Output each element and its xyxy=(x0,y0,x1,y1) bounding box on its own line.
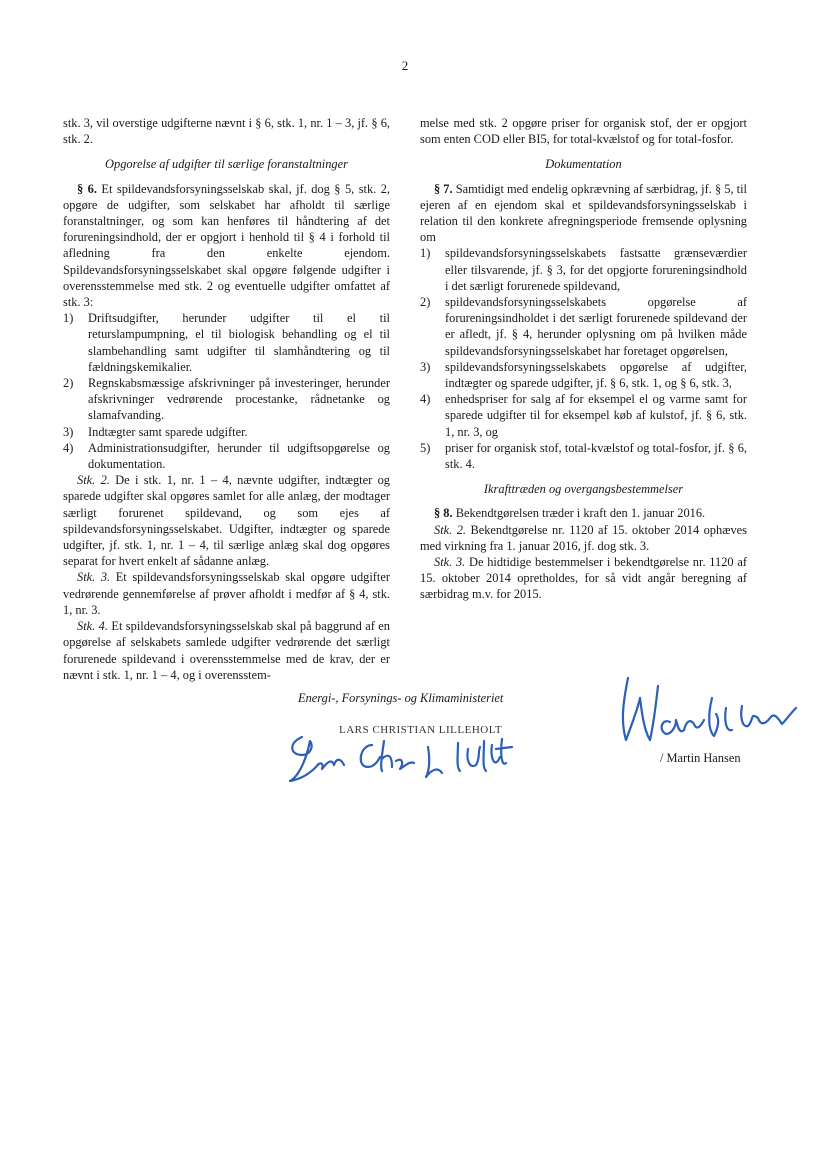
subsection-label: Stk. 2. xyxy=(434,522,466,537)
section-label: § 8. xyxy=(434,506,453,521)
list-number: 2) xyxy=(63,376,74,391)
section-label: § 6. xyxy=(77,181,97,196)
list-text: spildevandsforsyningsselskabets opgørelse af udgifter, indtægter og sparede udgifter, jf. § 6, stk. 1, og § 6, stk. 3, xyxy=(445,359,747,391)
paragraph-text: De i stk. 1, nr. 1 – 4, nævnte udgifter, indtægter og sparede udgifter skal opgøres samlet for alle anlæg, der modtager særligt forurenet spildevand, og som ejes af spildevandsforsyningsselskabet. Udgifter, indtægter og sparede udgifter, jf. stk. 1, nr. 1 – 4, til særlige anlæg skal dog opgøres separat for hvert enkelt af sådanne anlæg. xyxy=(63,473,390,569)
list-item xyxy=(63,440,390,472)
list-item xyxy=(420,294,747,359)
list-text: spildevandsforsyningsselskabets fastsatte grænseværdier eller tilsvarende, jf. § 3, for det opgjorte forureningsindhold i det særligt forurenede spildevand, xyxy=(445,246,747,293)
list-item xyxy=(63,310,390,375)
section-heading: Dokumentation xyxy=(545,157,622,172)
documentation-list xyxy=(420,245,747,472)
page-number: 2 xyxy=(401,58,409,73)
list-text: priser for organisk stof, total-kvælstof og total-fosfor, jf. § 6, stk. 4. xyxy=(445,440,747,472)
list-item xyxy=(63,424,390,440)
list-text: Regnskabsmæssige afskrivninger på investeringer, herunder afskrivninger vedrørende procestanke, rådnetanke og slamafvanding. xyxy=(88,376,390,423)
list-text: Driftsudgifter, herunder udgifter til el til returslampumpning, el til biologisk behandling og el til slambehandling samt udgifter til slamhåndtering og til fældningskemikalier. xyxy=(88,311,390,374)
section-label: § 7. xyxy=(434,181,453,196)
paragraph-6 xyxy=(63,181,390,311)
subsection-label: Stk. 3. xyxy=(434,555,466,570)
list-text: spildevandsforsyningsselskabets opgørelse af forureningsindholdet i det særligt forurenede spildevand der er afledt, jf. § 4, herunder oplysning om på hvilken måde spildevandsforsyningsselskabet har foretaget opgørelsen, xyxy=(445,295,747,358)
list-number: 3) xyxy=(420,359,431,374)
minister-signature xyxy=(280,715,530,790)
list-number: 5) xyxy=(420,440,431,455)
subsection-label: Stk. 3. xyxy=(77,570,111,585)
paragraph-text: Et spildevandsforsyningsselskab skal opgøre udgifter vedrørende gennemførelse af prøver afholdt i medfør af § 4, stk. 1, nr. 3. xyxy=(63,570,390,617)
section-heading: Ikrafttræden og overgangsbestemmelser xyxy=(483,482,684,497)
paragraph-text: Bekendtgørelse nr. 1120 af 15. oktober 2014 ophæves med virkning fra 1. januar 2016, jf. dog stk. 3. xyxy=(420,522,747,553)
paragraph-text: Et spildevandsforsyningsselskab skal, jf. dog § 5, stk. 2, opgøre de udgifter, som selskabet har afholdt til særlige foranstaltninger, og som kan henføres til håndtering af det forureningsindhold, der er opgjort i henhold til § 4 i forhold til afledning fra den enkelte ejendom. Spildevandsforsyningsselskabet skal opgøre følgende udgifter i overensstemmelse med stk. 2 og eventuelle udgifter omfattet af stk. 3: xyxy=(63,181,390,310)
paragraph-text: Et spildevandsforsyningsselskab skal på baggrund af en opgørelse af selskabets samlede udgifter vedrørende det særligt forurenede spildevand i overensstemmelse med de krav, der er nævnt i stk. 1, nr. 1 – 4, og i overensstem- xyxy=(63,619,390,682)
list-number: 2) xyxy=(420,295,431,310)
list-number: 1) xyxy=(420,246,431,261)
subsection-label: Stk. 4. xyxy=(77,619,108,634)
list-text: Indtægter samt sparede udgifter. xyxy=(88,424,248,439)
list-number: 4) xyxy=(63,440,74,455)
list-number: 4) xyxy=(420,392,431,407)
paragraph-text: De hidtidige bestemmelser i bekendtgørelse nr. 1120 af 15. oktober 2014 opretholdes, for så vidt angår beregning af særbidrag m.v. for 2015. xyxy=(420,555,747,602)
signatory-name: / Martin Hansen xyxy=(660,751,741,765)
list-item xyxy=(420,359,747,391)
list-item xyxy=(420,391,747,440)
list-number: 3) xyxy=(63,424,74,439)
list-text: enhedspriser for salg af for eksempel el og varme samt for sparede udgifter til for eksempel køb af kulstof, jf. § 6, stk. 1, nr. 3, og xyxy=(445,392,747,439)
right-column xyxy=(420,115,747,603)
list-item xyxy=(420,245,747,294)
paragraph-7 xyxy=(420,181,747,246)
list-number: 1) xyxy=(63,311,74,326)
continuation-paragraph: stk. 3, vil overstige udgifterne nævnt i § 6, stk. 1, nr. 1 – 3, jf. § 6, stk. 2. xyxy=(63,116,390,147)
paragraph-8 xyxy=(420,505,747,521)
paragraph-text: Bekendtgørelsen træder i kraft den 1. januar 2016. xyxy=(452,506,706,521)
subsection-2 xyxy=(420,522,747,554)
subsection-2 xyxy=(63,472,390,569)
list-text: Administrationsudgifter, herunder til udgiftsopgørelse og dokumentation. xyxy=(88,440,390,472)
ministry-name: Energi-, Forsynings- og Klimaministeriet xyxy=(298,691,504,705)
expense-list xyxy=(63,310,390,472)
martin-hansen-signature xyxy=(600,668,810,758)
section-heading: Opgorelse af udgifter til særlige foranstaltninger xyxy=(105,157,348,172)
subsection-label: Stk. 2. xyxy=(77,473,110,488)
subsection-3 xyxy=(63,569,390,618)
minister-printed-name: LARS CHRISTIAN LILLEHOLT xyxy=(339,724,503,736)
paragraph-text: Samtidigt med endelig opkrævning af særbidrag, jf. § 5, til ejeren af en ejendom skal et spildevandsforsyningsselskab i relation til den konkrete afregningsperiode fremsende oplysning om xyxy=(420,181,747,245)
subsection-3 xyxy=(420,554,747,603)
list-item xyxy=(420,440,747,472)
list-item xyxy=(63,375,390,424)
left-column xyxy=(63,115,390,683)
subsection-4 xyxy=(63,618,390,683)
continuation-paragraph: melse med stk. 2 opgøre priser for organisk stof, der er opgjort som enten COD eller BI5, for total-kvælstof og for total-fosfor. xyxy=(420,116,747,147)
